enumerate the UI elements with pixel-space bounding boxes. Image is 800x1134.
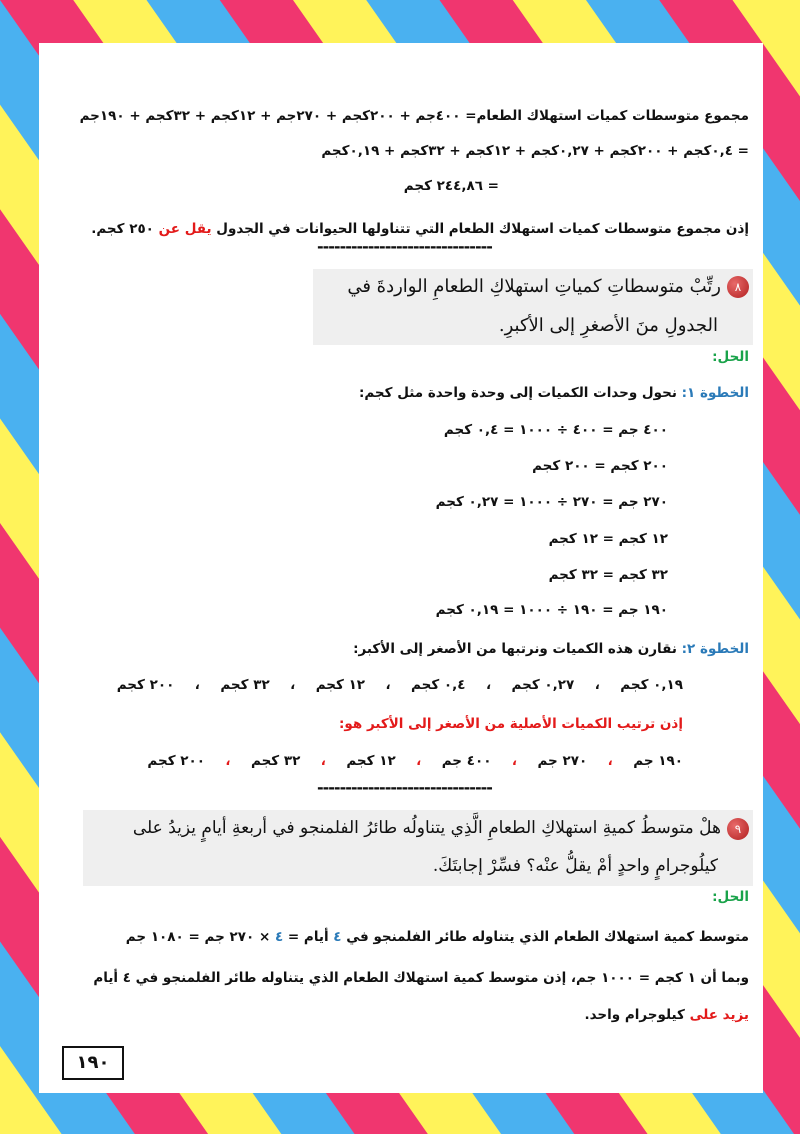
answer-9-mid: أيام = (287, 929, 329, 945)
conversion-4: ١٢ كجم = ١٢ كجم (548, 531, 668, 547)
question-9-line-2: كيلُوجرامٍ واحدٍ أمْ يقلُّ عنْه؟ فسِّرْ إجابتَكَ. (432, 856, 718, 876)
list-separator: ، (385, 677, 391, 693)
solution-label-9: الحل: (712, 889, 749, 905)
question-9-line-1 (133, 815, 749, 841)
list-item: ١٩٠ جم (633, 753, 683, 769)
list-separator: ، (194, 677, 200, 693)
sum-line-3: = ٢٤٤,٨٦ كجم (403, 178, 499, 194)
order-title: إذن ترتيب الكميات الأصلية من الأصغر إلى الأكبر هو: (339, 716, 683, 732)
worksheet-page (39, 43, 763, 1093)
page-number: ١٩٠ (62, 1046, 124, 1080)
list-item: ٣٢ كجم (220, 677, 270, 693)
question-8-line-1 (347, 274, 749, 300)
list-item: ٠,٤ كجم (411, 677, 466, 693)
conversion-2: ٢٠٠ كجم = ٢٠٠ كجم (532, 458, 668, 474)
step-2-label: الخطوة ٢: (681, 641, 749, 657)
answer-9-days: ٤ (333, 929, 342, 945)
answer-9-final: كيلوجرام واحد. (584, 1007, 685, 1023)
conversion-5: ٣٢ كجم = ٣٢ كجم (548, 567, 668, 583)
answer-9-highlight: يزيد على (689, 1007, 749, 1023)
list-item: ٢٧٠ جم (537, 753, 588, 769)
list-separator: ، (607, 753, 613, 769)
question-9-text-1: هلْ متوسطُ كميةِ استهلاكِ الطعامِ الَّذِي يتناولُه طائرُ الفلمنجو في أربعةِ أيامٍ يزيدُ على (132, 818, 721, 838)
conversion-3: ٢٧٠ جم = ٢٧٠ ÷ ١٠٠٠ = ٠,٢٧ كجم (435, 494, 668, 510)
sum-line-1: مجموع متوسطات كميات استهلاك الطعام= ٤٠٠جم + ٢٠٠كجم + ٢٧٠جم + ١٢كجم + ٣٢كجم + ١٩٠جم (79, 108, 749, 124)
list-item: ٠,١٩ كجم (620, 677, 683, 693)
list-item: ٢٠٠ كجم (147, 753, 205, 769)
ordered-original-list (147, 753, 683, 769)
list-separator: ، (320, 753, 326, 769)
conclusion-value: ٢٥٠ كجم. (91, 221, 154, 237)
conclusion-text: إذن مجموع متوسطات كميات استهلاك الطعام التي تتناولها الحيوانات في الجدول (216, 221, 749, 237)
list-item: ٤٠٠ جم (441, 753, 492, 769)
solution-label-8: الحل: (712, 349, 749, 365)
list-separator: ، (416, 753, 422, 769)
step-1 (359, 383, 749, 403)
list-separator: ، (511, 753, 518, 769)
separator-dashes-1: ------------------------------- (317, 237, 492, 256)
answer-9-text: متوسط كمية استهلاك الطعام الذي يتناوله طائر الفلمنجو في (346, 929, 749, 945)
separator-dashes-2: ------------------------------- (317, 778, 492, 797)
list-item: ٠,٢٧ كجم (511, 677, 575, 693)
answer-9-line-1 (126, 927, 749, 947)
list-item: ٢٠٠ كجم (116, 677, 175, 693)
conclusion-highlight: يقل عن (158, 221, 212, 237)
question-8-text-1: رتِّبْ متوسطاتِ كمياتِ استهلاكِ الطعامِ الواردةَ في (347, 276, 721, 297)
sum-line-2: = ٠,٤كجم + ٢٠٠كجم + ٠,٢٧كجم + ١٢كجم + ٣٢كجم + ٠,١٩كجم (321, 143, 749, 159)
answer-9-result: × ٢٧٠ جم = ١٠٨٠ جم (125, 929, 271, 945)
list-item: ١٢ كجم (346, 753, 396, 769)
list-separator: ، (225, 753, 231, 769)
answer-9-line-3 (584, 1005, 749, 1025)
question-9-number-badge: ٩ (727, 818, 749, 840)
step-1-label: الخطوة ١: (681, 385, 749, 401)
list-item: ٣٢ كجم (250, 753, 301, 769)
conclusion-line (91, 219, 749, 239)
question-8-line-2: الجدولِ منَ الأصغرِ إلى الأكبرِ. (498, 315, 718, 336)
list-separator: ، (290, 677, 296, 693)
conversion-6: ١٩٠ جم = ١٩٠ ÷ ١٠٠٠ = ٠,١٩ كجم (435, 602, 668, 618)
ordered-kg-list (117, 677, 683, 693)
conversion-1: ٤٠٠ جم = ٤٠٠ ÷ ١٠٠٠ = ٠,٤ كجم (443, 422, 668, 438)
step-1-text: نحول وحدات الكميات إلى وحدة واحدة مثل كجم: (358, 385, 677, 401)
question-8-number-badge: ٨ (727, 276, 749, 298)
answer-9-line-2: وبما أن ١ كجم = ١٠٠٠ جم، إذن متوسط كمية استهلاك الطعام الذي يتناوله طائر الفلمنجو في ٤ أيام (93, 970, 749, 986)
step-2 (353, 639, 749, 659)
step-2-text: نقارن هذه الكميات ونرتبها من الأصغر إلى الأكبر: (353, 641, 677, 657)
list-separator: ، (594, 677, 600, 693)
list-item: ١٢ كجم (315, 677, 366, 693)
list-separator: ، (485, 677, 492, 693)
answer-9-factor: ٤ (274, 929, 284, 945)
